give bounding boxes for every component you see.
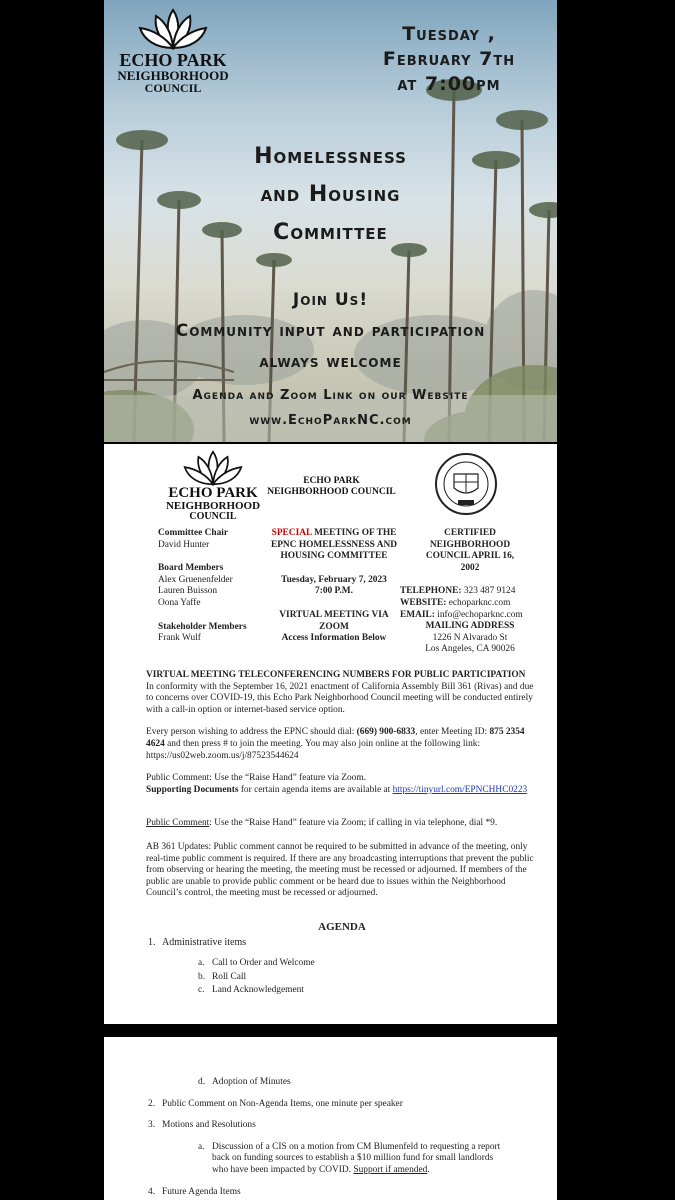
website-label: WEBSITE:	[400, 597, 447, 608]
subitem-letter: d.	[198, 1077, 206, 1087]
doc-header-line-2: NEIGHBORHOOD COUNCIL	[267, 487, 396, 497]
flyer	[104, 0, 557, 442]
public-comment-line: Public Comment: Use the “Raise Hand” feature via Zoom.	[146, 773, 366, 784]
virtual-text: In conformity with the September 16, 2021 enactment of California Assembly Bill 361 (Rivas) and due to concerns over COVID-19, this Echo Park Neighborhood Council meeting will be conducted entirely with a call-in option or internet-based service option.	[146, 681, 534, 715]
flyer-title	[104, 138, 557, 252]
stakeholder-label: Stakeholder Members	[158, 621, 247, 632]
flyer-title-line-3: Committee	[273, 220, 388, 245]
flyer-logo-line-1: ECHO PARK	[119, 50, 227, 70]
board-name: Alex Gruenenfelder	[158, 574, 233, 585]
board-name: Oona Yaffe	[158, 597, 201, 608]
agenda-subitem	[198, 985, 538, 997]
certified-text: CERTIFIED NEIGHBORHOOD COUNCIL APRIL 16, 2002	[425, 528, 515, 573]
flyer-logo-line-2: NEIGHBORHOOD	[117, 68, 229, 83]
chair-label: Committee Chair	[158, 528, 229, 538]
subitem-letter: a.	[198, 1141, 205, 1152]
agenda-item-4	[146, 1187, 538, 1199]
subitem-letter: c.	[198, 985, 205, 996]
agenda-item-4-number: 4.	[148, 1186, 156, 1197]
flyer-join-line-1: Join Us!	[292, 290, 369, 310]
flyer-join	[104, 285, 557, 378]
supporting-docs-label: Supporting Documents	[146, 784, 239, 795]
meeting-info	[264, 528, 404, 645]
subitem-text: Adoption of Minutes	[212, 1077, 291, 1087]
telephone-value: 323 487 9124	[461, 586, 516, 597]
lotus-icon	[136, 8, 210, 50]
dial-mid: , enter Meeting ID:	[415, 727, 490, 738]
board-name: Lauren Buisson	[158, 586, 218, 597]
flyer-join-line-2: Community input and participation	[175, 321, 486, 341]
dial-number: (669) 900-6833	[356, 727, 416, 738]
agenda-item-1-text: Administrative items	[162, 936, 247, 948]
meeting-date: Tuesday, February 7, 2023	[281, 574, 387, 585]
access-info: Access Information Below	[281, 633, 387, 644]
doc-logo-line-2: NEIGHBORHOOD	[165, 500, 261, 512]
flyer-join-line-3: always welcome	[259, 352, 402, 372]
agenda-subitem	[198, 958, 538, 970]
board-label: Board Members	[158, 563, 224, 574]
agenda-item-3a-text: Discussion of a CIS on a motion from CM Blumenfeld to requesting a report back on funding sources to establish a $10 million fund for small landlords who have been impacted by COVID.	[212, 1141, 501, 1175]
right-black-bar	[557, 0, 675, 1200]
agenda-title: AGENDA	[318, 920, 366, 933]
ab361-updates: AB 361 Updates: Public comment cannot be required to be submitted in advance of the meeting, only real-time public comment is required. If there are any broadcasting interruptions that prevent the public from observing or hearing the meeting, the meeting must be recessed or adjourned. If members of the public are unable to provide public comment or be heard due to issues within the Neighborhood Council’s control, the meeting must be recessed or adjourned.	[146, 841, 534, 899]
dial-rest: and then press # to join the meeting. You may also join online at the following link: https://us02web.zoom.us/j/87523544624	[146, 738, 481, 761]
committee-members	[158, 528, 278, 645]
doc-logo-line-3: COUNCIL	[189, 511, 237, 522]
address-line-2: Los Angeles, CA 90026	[425, 644, 515, 655]
page-2-body	[146, 1077, 538, 1198]
contact-info	[400, 528, 540, 656]
website-value[interactable]: echoparknc.com	[446, 597, 511, 608]
email-label: EMAIL:	[400, 609, 435, 620]
flyer-website[interactable]: www.EchoParkNC.com	[249, 413, 412, 428]
doc-header-line-1: ECHO PARK	[303, 476, 360, 486]
agenda-item-2-number: 2.	[148, 1098, 156, 1109]
agenda-subitem	[198, 972, 538, 984]
flyer-title-line-1: Homelessness	[254, 144, 407, 169]
flyer-date-line-3: at 7:00pm	[397, 73, 501, 95]
agenda-item-3a-body	[212, 1142, 502, 1177]
virtual-meeting: VIRTUAL MEETING VIA ZOOM	[279, 609, 389, 632]
agenda-subitem-d	[198, 1077, 538, 1089]
stakeholder-name: Frank Wulf	[158, 633, 201, 644]
meeting-title	[264, 528, 404, 563]
agenda-item-1	[146, 937, 538, 949]
address-line-1: 1226 N Alvarado St	[432, 632, 508, 643]
city-seal	[434, 452, 498, 516]
flyer-date-line-2: February 7th	[382, 48, 516, 70]
supporting-docs	[146, 785, 538, 797]
telephone-label: TELEPHONE:	[400, 586, 462, 597]
supporting-docs-link[interactable]: https://tinyurl.com/EPNCHHC0223	[392, 784, 528, 795]
agenda-item-3a	[198, 1142, 538, 1177]
agenda-item-3-text: Motions and Resolutions	[162, 1120, 256, 1131]
subitem-text: Land Acknowledgement	[212, 985, 304, 996]
public-comment-2-text: : Use the “Raise Hand” feature via Zoom; if calling in via telephone, dial *9.	[209, 818, 498, 829]
agenda-item-3a-recommendation: Support if amended	[353, 1164, 428, 1175]
agenda-item-4-text: Future Agenda Items	[162, 1186, 241, 1197]
mailing-label: MAILING ADDRESS	[425, 621, 515, 632]
dial-instructions	[146, 727, 538, 762]
flyer-date-line-1: Tuesday ,	[402, 23, 496, 45]
email-value[interactable]: info@echoparknc.com	[434, 609, 523, 620]
agenda-page-1	[104, 444, 557, 1024]
agenda-item-1-number: 1.	[148, 936, 156, 948]
flyer-title-line-2: and Housing	[260, 182, 401, 207]
subitem-text: Call to Order and Welcome	[212, 958, 315, 969]
telephone	[400, 586, 540, 598]
lotus-icon	[181, 450, 245, 486]
virtual-heading: VIRTUAL MEETING TELECONFERENCING NUMBERS FOR PUBLIC PARTICIPATION	[146, 670, 526, 680]
agenda-item-3	[146, 1120, 538, 1132]
chair-name: David Hunter	[158, 539, 210, 550]
flyer-logo	[118, 8, 228, 94]
doc-header	[254, 476, 409, 498]
public-comment-2-label: Public Comment	[146, 818, 210, 829]
email[interactable]	[400, 610, 540, 622]
document-body	[146, 670, 538, 997]
left-black-bar	[0, 0, 104, 1200]
supporting-docs-text: for certain agenda items are available at	[238, 784, 393, 795]
subitem-letter: b.	[198, 971, 206, 982]
agenda-page-2	[104, 1037, 557, 1200]
special-label: SPECIAL	[271, 528, 312, 538]
subitem-letter: a.	[198, 958, 205, 969]
flyer-agenda-line: Agenda and Zoom Link on our Website	[192, 388, 469, 403]
meeting-title-text: MEETING OF THE EPNC HOMELESSNESS AND HOUSING COMMITTEE	[270, 528, 398, 562]
agenda-item-2	[146, 1099, 538, 1111]
city-seal-icon	[434, 452, 498, 516]
meeting-time: 7:00 P.M.	[315, 586, 353, 597]
doc-logo	[158, 450, 268, 522]
dial-intro: Every person wishing to address the EPNC should dial:	[146, 727, 357, 738]
meeting-id: 875 2354 4624	[146, 727, 525, 749]
agenda-item-1-subitems	[198, 958, 538, 997]
subitem-text: Roll Call	[212, 971, 247, 982]
flyer-date	[359, 22, 539, 97]
agenda-item-2-text: Public Comment on Non-Agenda Items, one minute per speaker	[162, 1098, 403, 1109]
agenda-item-3a-end: .	[427, 1164, 430, 1175]
flyer-logo-line-3: COUNCIL	[144, 81, 202, 95]
doc-logo-line-1: ECHO PARK	[168, 485, 258, 501]
agenda-item-3-number: 3.	[148, 1120, 156, 1131]
website[interactable]	[400, 598, 540, 610]
public-comment-2	[146, 818, 538, 830]
